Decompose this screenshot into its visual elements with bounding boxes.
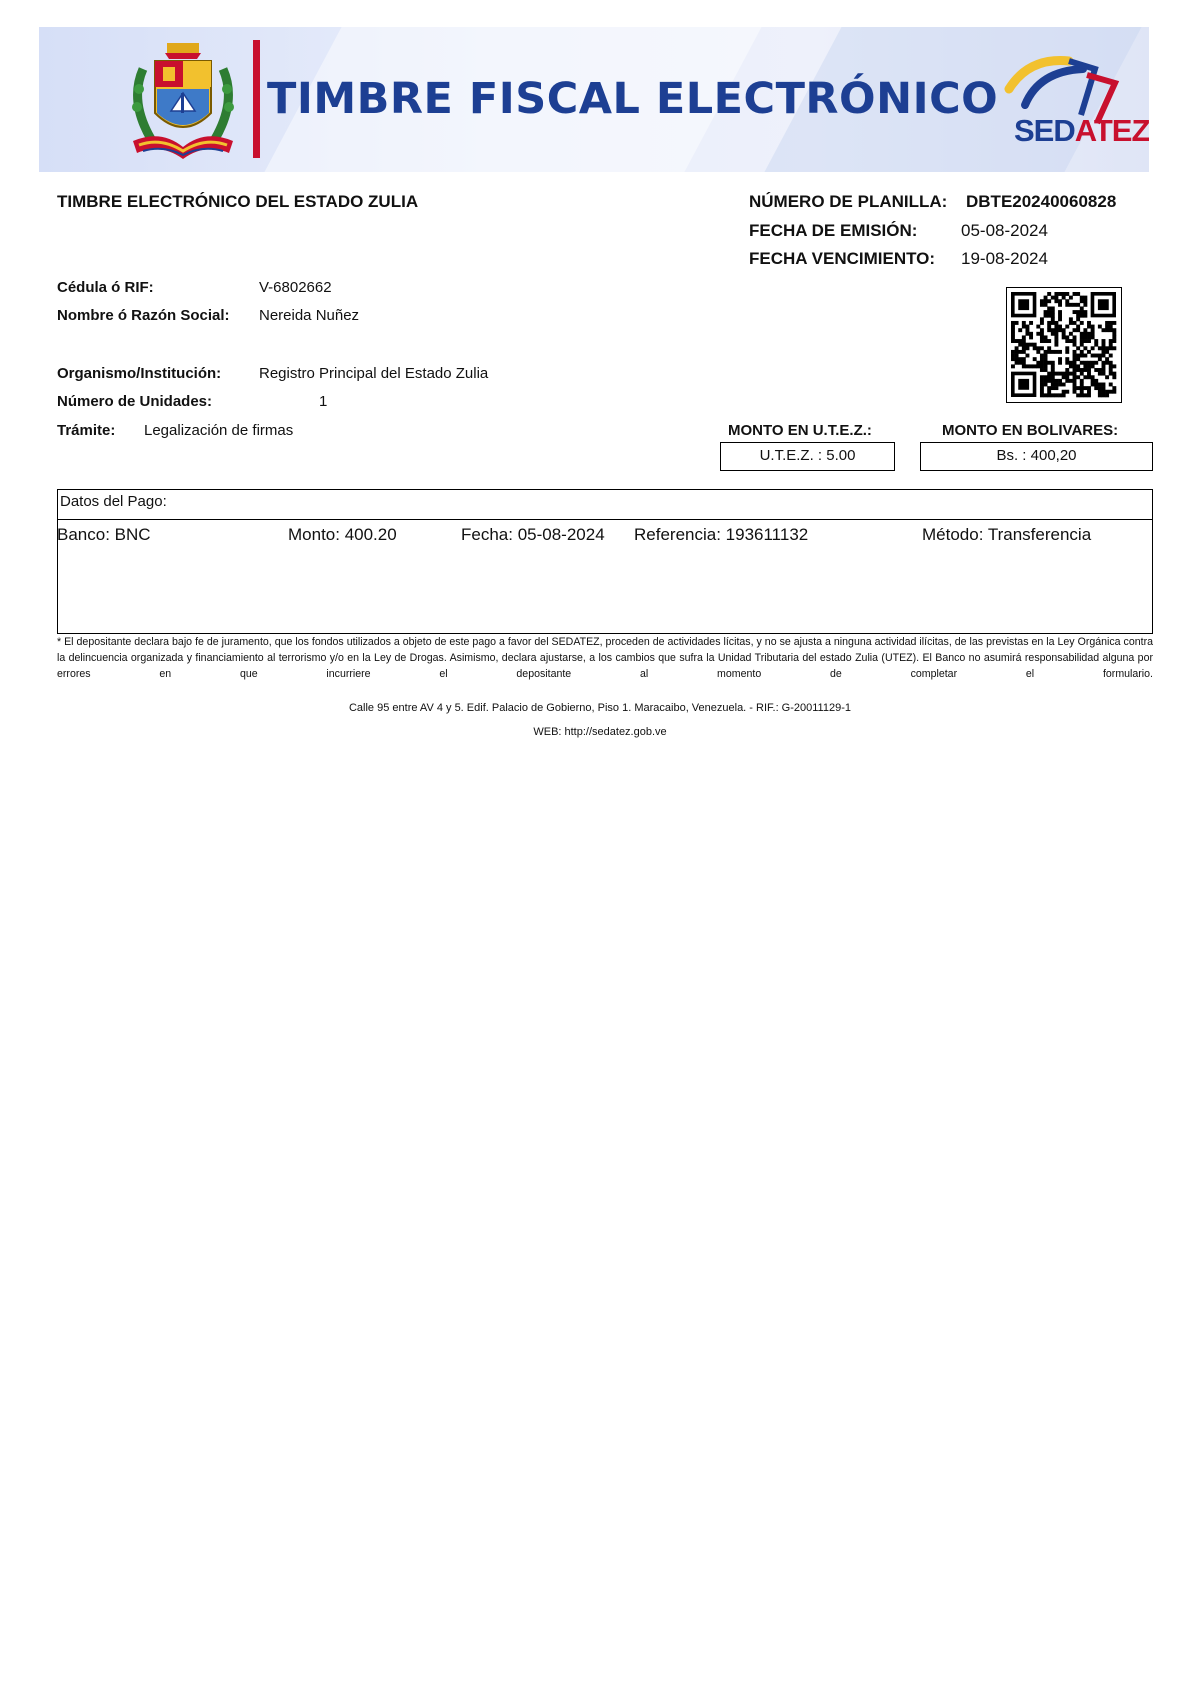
utez-amount-box: U.T.E.Z. : 5.00 [720, 442, 895, 471]
tramite-label: Trámite: [57, 422, 116, 439]
nombre-label: Nombre ó Razón Social: [57, 307, 230, 324]
vencimiento-value: 19-08-2024 [961, 249, 1048, 268]
utez-label: MONTO EN U.T.E.Z.: [728, 422, 872, 439]
cedula-value: V-6802662 [259, 279, 332, 296]
organismo-value: Registro Principal del Estado Zulia [259, 365, 489, 382]
payment-data-box [57, 489, 1153, 634]
banner-title: TIMBRE FISCAL ELECTRÓNICO [267, 74, 999, 124]
payment-method: Método: Transferencia [922, 525, 1092, 544]
footer-address: Calle 95 entre AV 4 y 5. Edif. Palacio de Gobierno, Piso 1. Maracaibo, Venezuela. - RIF.: G-20011129-1 [348, 702, 851, 714]
sedatez-logo-text [1014, 113, 1149, 149]
qr-code-icon [1007, 288, 1120, 401]
logo-text-part: ATEZ [1074, 113, 1149, 148]
unidades-value: 1 [319, 393, 328, 410]
cedula-label: Cédula ó RIF: [57, 279, 154, 296]
header-banner [39, 27, 1149, 172]
footer-web-link[interactable]: WEB: http://sedatez.gob.ve [533, 726, 667, 738]
legal-disclaimer: * El depositante declara bajo fe de juramento, que los fondos utilizados a objeto de este pago a favor del SEDATEZ, proceden de actividades lícitas, y no se ajusta a ninguna actividad ilícitas, de las previstas en la Ley Orgánica contra la delincuencia organizada y financiamiento al terrorismo y/o en la Ley de Drogas. Asimismo, declara ajustarse, a los cambios que sufra la Unidad Tributaria del estado Zulia (UTEZ). El Banco no asumirá responsabilidad alguna por errores en que incurriere el depositante al momento de completar el formulario. [57, 636, 1153, 680]
unidades-label: Número de Unidades: [57, 393, 213, 410]
qr-code [1006, 287, 1122, 403]
banner-divider [253, 40, 260, 158]
document-heading: TIMBRE ELECTRÓNICO DEL ESTADO ZULIA [57, 192, 419, 211]
vencimiento-label: FECHA VENCIMIENTO: [749, 249, 936, 268]
logo-text-part: SED [1014, 113, 1075, 148]
payment-bank: Banco: BNC [57, 525, 151, 544]
planilla-label: NÚMERO DE PLANILLA: [749, 192, 948, 211]
tramite-value: Legalización de firmas [144, 422, 294, 439]
payment-reference: Referencia: 193611132 [634, 525, 809, 544]
planilla-value: DBTE20240060828 [966, 192, 1117, 211]
emision-label: FECHA DE EMISIÓN: [749, 221, 918, 240]
organismo-label: Organismo/Institución: [57, 365, 222, 382]
payment-header: Datos del Pago: [58, 490, 1152, 520]
emision-value: 05-08-2024 [961, 221, 1048, 240]
bolivares-amount-box: Bs. : 400,20 [920, 442, 1153, 471]
payment-date: Fecha: 05-08-2024 [461, 525, 605, 544]
payment-amount: Monto: 400.20 [288, 525, 397, 544]
bolivares-label: MONTO EN BOLIVARES: [942, 422, 1119, 439]
zulia-coat-of-arms-icon [121, 41, 245, 163]
nombre-value: Nereida Nuñez [259, 307, 360, 324]
